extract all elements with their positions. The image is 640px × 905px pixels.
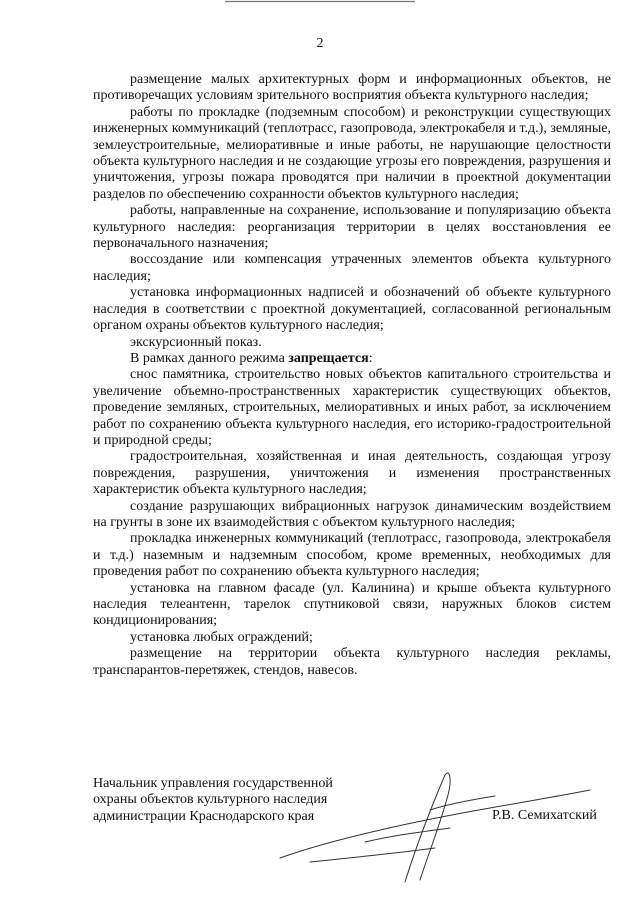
paragraph: градостроительная, хозяйственная и иная деятельность, создающая угрозу повреждения, разрушения, уничтожения и изменения пространственных характеристик объекта культурного наследия;: [93, 449, 611, 498]
paragraph: экскурсионный показ.: [130, 334, 262, 350]
paragraph-prohibited-intro: [93, 351, 611, 367]
paragraph: создание разрушающих вибрационных нагрузок динамическим воздействием на грунты в зоне их взаимодействия с объектом культурного наследия;: [93, 498, 611, 530]
top-edge-mark: [225, 0, 415, 3]
paragraph: работы по прокладке (подземным способом) и реконструкции существующих инженерных коммуникаций (теплотрасс, газопровода, электрокабеля и т.д.), земляные, землеустроительные, мелиоративные и иные работы, не нарушающие целостности объекта культурного наследия и не создающие угрозы его повреждения, разрушения и уничтожения, угрозы пожара проводятся при наличии в проектной документации разделов по обеспечению сохранности объектов культурного наследия;: [93, 104, 611, 202]
paragraph: работы, направленные на сохранение, использование и популяризацию объекта культурного наследия: реорганизация территории в целях восстановления ее первоначального назначения;: [93, 203, 611, 252]
signatory-title-line-2: охраны объектов культурного наследия: [93, 792, 328, 808]
signatory-title-line-1: Начальник управления государственной: [93, 776, 333, 791]
intro-colon: :: [368, 350, 373, 366]
paragraph: воссоздание или компенсация утраченных элементов объекта культурного наследия;: [93, 252, 611, 284]
signatory-name: Р.В. Семихатский: [492, 808, 597, 823]
document-body: [93, 72, 611, 679]
paragraph: установка любых ограждений;: [130, 629, 313, 645]
paragraph: установка на главном фасаде (ул. Калинина) и крыше объекта культурного наследия телеантенн, тарелок спутниковой связи, наружных блоков систем кондиционирования;: [93, 580, 611, 629]
paragraph: установка информационных надписей и обозначений об объекте культурного наследия в соответствии с проектной документацией, согласованной региональным органом охраны объектов культурного наследия;: [93, 285, 611, 334]
page-number: 2: [316, 36, 324, 51]
paragraph: размещение на территории объекта культурного наследия рекламы, транспарантов-перетяжек, стендов, навесов.: [93, 646, 611, 678]
paragraph: прокладка инженерных коммуникаций (теплотрасс, газопровода, электрокабеля и т.д.) наземным и надземным способом, кроме временных, необходимых для проведения работ по сохранению объекта культурного наследия;: [93, 531, 611, 580]
prohibited-word: запрещается: [288, 350, 369, 366]
paragraph: снос памятника, строительство новых объектов капитального строительства и увеличение объемно-пространственных характеристик существующих объектов, проведение земляных, строительных, мелиоративных и иных работ, за исключением работ по сохранению объекта культурного наследия, его историко-градостроительной и природной среды;: [93, 367, 611, 448]
paragraph: размещение малых архитектурных форм и информационных объектов, не противоречащих условиям зрительного восприятия объекта культурного наследия;: [93, 72, 611, 104]
signatory-title-line-3: администрации Краснодарского края: [93, 808, 315, 824]
handwritten-signature: [270, 770, 600, 890]
intro-text: В рамках данного режима: [130, 350, 289, 366]
